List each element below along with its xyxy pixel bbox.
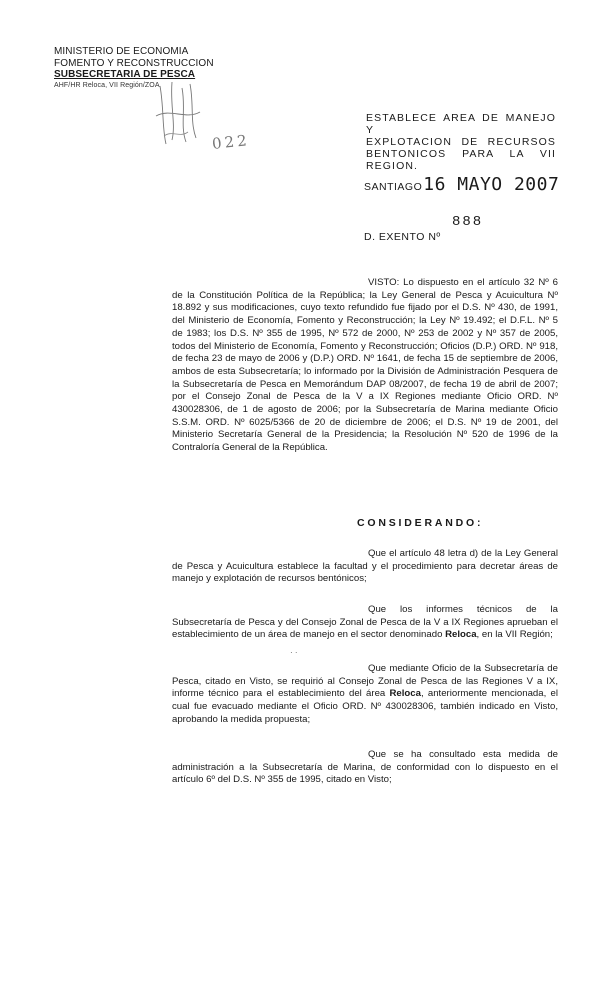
date-line <box>364 174 559 195</box>
considerando-body-end: , en la VII Región; <box>476 629 553 641</box>
considerando-first-line: Que se ha consultado esta medida de <box>368 749 558 760</box>
signature-scribble <box>150 78 205 148</box>
handwritten-number: 022 <box>211 131 251 153</box>
considerando-first-line: Que los informes técnicos de la <box>368 604 558 615</box>
considerando-first-line: Que el artículo 48 letra d) de la Ley <box>368 548 521 559</box>
considerando-body-end: , anteriormente mencionada, el cual fue evacuado mediante el Oficio ORD. Nº 430028306, también indicado en Visto, aprobando la medida propuesta; <box>172 688 558 725</box>
visto-body: 6 de la Constitución Política de la República; la Ley General de Pesca y Acuicultura Nº 18.892 y sus modificaciones, cuyo texto refundido fue fijado por el D.S. Nº 430, de 1991, del Ministerio de Economía, Fomento y Reconstrucción; la Ley Nº 19.492; el D.F.L. Nº 5 de 1983; los D.S. Nº 355 de 1995, Nº 572 de 2000, Nº 253 de 2002 y Nº 357 de 2005, todos del Ministerio de Economía, Fomento y Reconstrucción; Oficios (D.P.) ORD. Nº 918, de fecha 23 de mayo de 2006 y (D.P.) ORD. Nº 1641, de fecha 15 de septiembre de 2006, ambos de esta Subsecretaría; lo informado por la División de Administración Pesquera de la Subsecretaría de Pesca en Memorándum DAP 08/2007, de fecha 19 de abril de 2007; por el Consejo Zonal de Pesca de la V a IX Regiones mediante Oficio ORD. Nº 430028306, de 1 de agosto de 2006; por la Subsecretaría de Marina mediante Oficio S.S.M. ORD. Nº 6025/5366 de 20 de diciembre de 2006; el D.S. Nº 19 de 2001, del Ministerio Secretaría General de la Presidencia; la Resolución Nº 520 de 1996 de la Contraloría General de la República. <box>172 277 558 454</box>
subject-line: BENTONICOS PARA LA VII REGION. <box>366 148 556 172</box>
subject-block <box>366 112 556 172</box>
considerando-body: General de Pesca y Acuicultura establece la facultad y el procedimiento para decretar áreas de manejo y explotación de recursos bentónicos; <box>172 548 559 585</box>
considerando-paragraph <box>172 604 558 642</box>
considerando-paragraph <box>172 548 558 586</box>
reference-initials: AHF/HR Reloca, VII Región/ZOA <box>54 81 160 89</box>
considerando-paragraph <box>172 749 558 787</box>
decree-number: 888 <box>452 214 484 230</box>
considerando-body: Subsecretaría de Pesca, citado en Visto, se requirió al Consejo Zonal de Pesca de las Regiones V a IX, informe técnico para el establecimiento del área <box>172 663 558 700</box>
considerando-paragraph <box>172 663 558 727</box>
considerando-first-line: Que mediante Oficio de la <box>368 663 482 674</box>
undersecretariat-name: SUBSECRETARIA DE PESCA <box>54 69 196 80</box>
date-stamp: 16 MAYO 2007 <box>423 174 560 195</box>
scan-specks: · · <box>290 648 298 657</box>
subject-line: ESTABLECE AREA DE MANEJO Y <box>366 112 556 136</box>
area-name: Reloca <box>445 629 477 641</box>
considerando-body: administración a la Subsecretaría de Marina, de conformidad con lo dispuesto en el artículo 6º del D.S. Nº 355 de 1995, citado en Visto; <box>172 761 558 786</box>
ministry-subtitle: FOMENTO Y RECONSTRUCCION <box>54 57 214 69</box>
visto-paragraph <box>172 277 558 455</box>
area-name: Reloca <box>389 688 421 700</box>
ministry-name: MINISTERIO DE ECONOMIA <box>54 46 189 57</box>
subject-line: EXPLOTACION DE RECURSOS <box>366 136 556 148</box>
considerando-body: Subsecretaría de Pesca y del Consejo Zonal de Pesca de la V a IX Regiones aprueban el establecimiento de un área de manejo en el sector denominado <box>172 616 558 641</box>
considerando-heading: CONSIDERANDO: <box>357 517 484 529</box>
visto-first-line: VISTO: Lo dispuesto en el artículo 32 Nº <box>368 277 549 288</box>
decree-label: D. EXENTO Nº <box>364 231 441 243</box>
city-label: SANTIAGO <box>364 181 423 193</box>
